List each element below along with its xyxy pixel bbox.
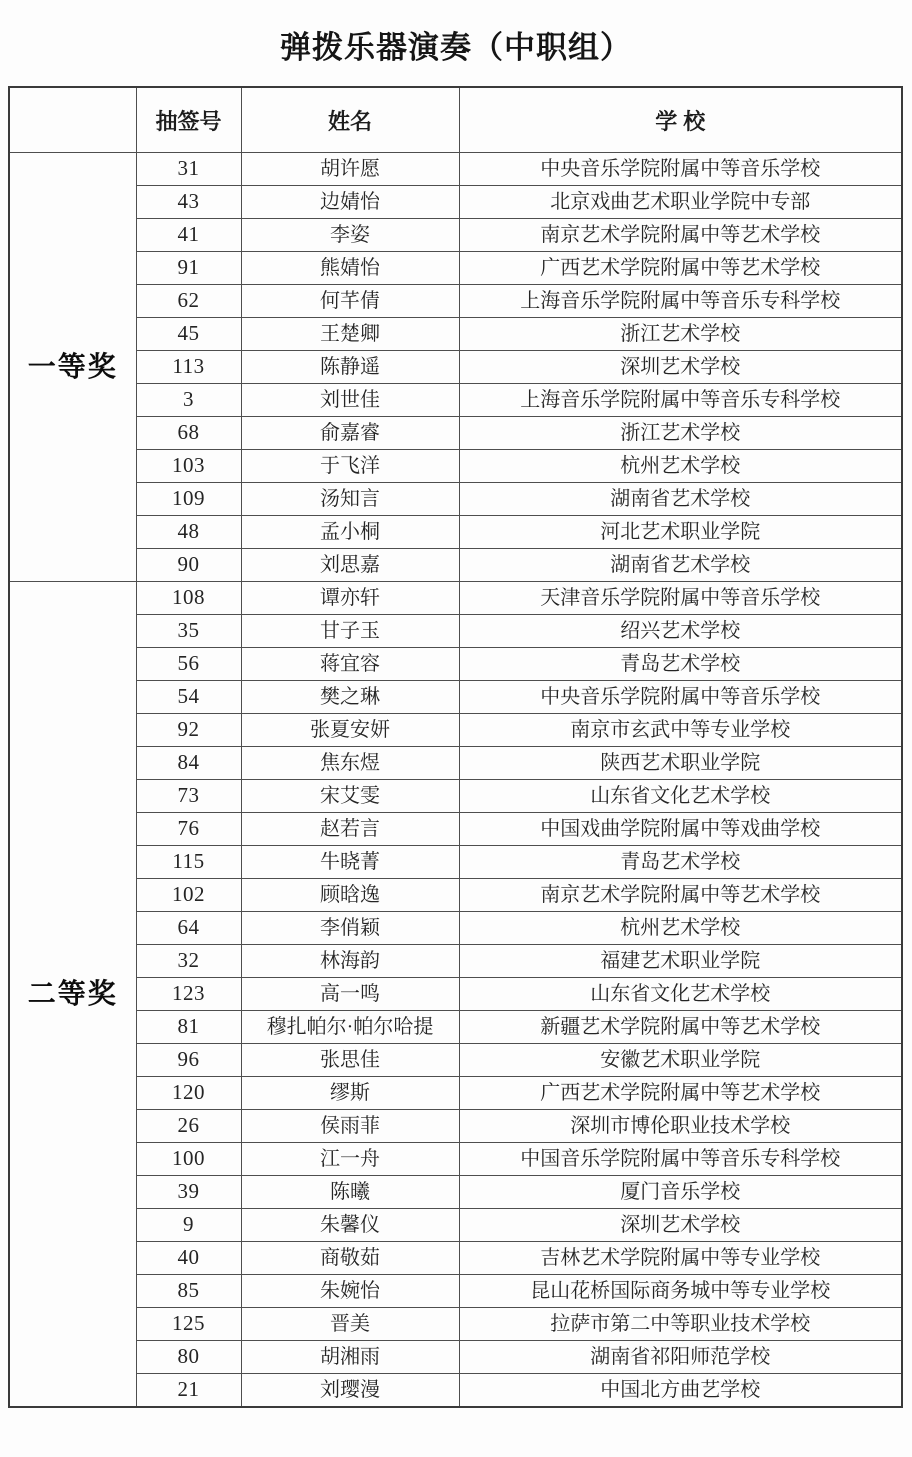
school-name-cell: 陕西艺术职业学院 [459,747,902,780]
school-name-cell: 浙江艺术学校 [459,318,902,351]
draw-number-cell: 9 [136,1209,241,1242]
school-name-cell: 吉林艺术学院附属中等专业学校 [459,1242,902,1275]
school-name-cell: 杭州艺术学校 [459,912,902,945]
student-name-cell: 晋美 [241,1308,459,1341]
header-row [9,87,902,153]
table-row [9,912,902,945]
school-name-cell: 杭州艺术学校 [459,450,902,483]
table-row [9,1374,902,1408]
school-name-cell: 青岛艺术学校 [459,846,902,879]
draw-number-cell: 115 [136,846,241,879]
draw-number-cell: 41 [136,219,241,252]
school-name-cell: 上海音乐学院附属中等音乐专科学校 [459,384,902,417]
award-group-label: 二等奖 [9,582,136,1408]
draw-number-cell: 100 [136,1143,241,1176]
header-award [9,87,136,153]
table-row [9,714,902,747]
draw-number-cell: 84 [136,747,241,780]
school-name-cell: 青岛艺术学校 [459,648,902,681]
table-row [9,879,902,912]
student-name-cell: 刘思嘉 [241,549,459,582]
student-name-cell: 何芊倩 [241,285,459,318]
draw-number-cell: 85 [136,1275,241,1308]
student-name-cell: 蒋宜容 [241,648,459,681]
draw-number-cell: 113 [136,351,241,384]
school-name-cell: 深圳艺术学校 [459,351,902,384]
draw-number-cell: 32 [136,945,241,978]
draw-number-cell: 120 [136,1077,241,1110]
student-name-cell: 李俏颖 [241,912,459,945]
school-name-cell: 昆山花桥国际商务城中等专业学校 [459,1275,902,1308]
school-name-cell: 安徽艺术职业学院 [459,1044,902,1077]
student-name-cell: 张思佳 [241,1044,459,1077]
school-name-cell: 上海音乐学院附属中等音乐专科学校 [459,285,902,318]
draw-number-cell: 96 [136,1044,241,1077]
student-name-cell: 边婧怡 [241,186,459,219]
draw-number-cell: 62 [136,285,241,318]
student-name-cell: 侯雨菲 [241,1110,459,1143]
student-name-cell: 刘世佳 [241,384,459,417]
draw-number-cell: 76 [136,813,241,846]
school-name-cell: 河北艺术职业学院 [459,516,902,549]
draw-number-cell: 54 [136,681,241,714]
draw-number-cell: 102 [136,879,241,912]
school-name-cell: 福建艺术职业学院 [459,945,902,978]
draw-number-cell: 40 [136,1242,241,1275]
table-row [9,582,902,615]
draw-number-cell: 48 [136,516,241,549]
student-name-cell: 刘璎漫 [241,1374,459,1408]
table-row [9,186,902,219]
table-row [9,153,902,186]
school-name-cell: 深圳市博伦职业技术学校 [459,1110,902,1143]
table-row [9,318,902,351]
table-row [9,945,902,978]
table-row [9,1176,902,1209]
draw-number-cell: 39 [136,1176,241,1209]
draw-number-cell: 64 [136,912,241,945]
draw-number-cell: 103 [136,450,241,483]
student-name-cell: 缪斯 [241,1077,459,1110]
school-name-cell: 湖南省艺术学校 [459,483,902,516]
school-name-cell: 北京戏曲艺术职业学院中专部 [459,186,902,219]
draw-number-cell: 109 [136,483,241,516]
student-name-cell: 焦东煜 [241,747,459,780]
draw-number-cell: 92 [136,714,241,747]
header-school: 学 校 [459,87,902,153]
student-name-cell: 熊婧怡 [241,252,459,285]
draw-number-cell: 31 [136,153,241,186]
table-row [9,978,902,1011]
table-row [9,417,902,450]
draw-number-cell: 3 [136,384,241,417]
draw-number-cell: 35 [136,615,241,648]
student-name-cell: 穆扎帕尔·帕尔哈提 [241,1011,459,1044]
table-row [9,351,902,384]
draw-number-cell: 108 [136,582,241,615]
school-name-cell: 湖南省祁阳师范学校 [459,1341,902,1374]
student-name-cell: 于飞洋 [241,450,459,483]
student-name-cell: 宋艾雯 [241,780,459,813]
student-name-cell: 牛晓菁 [241,846,459,879]
student-name-cell: 商敬茹 [241,1242,459,1275]
school-name-cell: 南京市玄武中等专业学校 [459,714,902,747]
student-name-cell: 汤知言 [241,483,459,516]
student-name-cell: 俞嘉睿 [241,417,459,450]
school-name-cell: 中国戏曲学院附属中等戏曲学校 [459,813,902,846]
draw-number-cell: 90 [136,549,241,582]
school-name-cell: 中央音乐学院附属中等音乐学校 [459,681,902,714]
table-row [9,648,902,681]
table-row [9,1341,902,1374]
school-name-cell: 南京艺术学院附属中等艺术学校 [459,879,902,912]
table-row [9,813,902,846]
school-name-cell: 山东省文化艺术学校 [459,978,902,1011]
table-row [9,1209,902,1242]
draw-number-cell: 21 [136,1374,241,1408]
student-name-cell: 谭亦轩 [241,582,459,615]
school-name-cell: 拉萨市第二中等职业技术学校 [459,1308,902,1341]
draw-number-cell: 80 [136,1341,241,1374]
table-row [9,516,902,549]
school-name-cell: 天津音乐学院附属中等音乐学校 [459,582,902,615]
table-row [9,450,902,483]
school-name-cell: 山东省文化艺术学校 [459,780,902,813]
draw-number-cell: 81 [136,1011,241,1044]
header-name: 姓名 [241,87,459,153]
table-row [9,252,902,285]
draw-number-cell: 123 [136,978,241,1011]
draw-number-cell: 73 [136,780,241,813]
school-name-cell: 深圳艺术学校 [459,1209,902,1242]
table-row [9,747,902,780]
draw-number-cell: 26 [136,1110,241,1143]
student-name-cell: 胡湘雨 [241,1341,459,1374]
school-name-cell: 中央音乐学院附属中等音乐学校 [459,153,902,186]
school-name-cell: 中国北方曲艺学校 [459,1374,902,1408]
student-name-cell: 甘子玉 [241,615,459,648]
school-name-cell: 南京艺术学院附属中等艺术学校 [459,219,902,252]
table-row [9,483,902,516]
student-name-cell: 胡许愿 [241,153,459,186]
student-name-cell: 李姿 [241,219,459,252]
results-tbody [9,153,902,1408]
student-name-cell: 顾晗逸 [241,879,459,912]
draw-number-cell: 125 [136,1308,241,1341]
school-name-cell: 广西艺术学院附属中等艺术学校 [459,1077,902,1110]
results-table [8,86,903,1408]
table-row [9,1308,902,1341]
table-row [9,1077,902,1110]
award-group-label: 一等奖 [9,153,136,582]
page-title: 弹拨乐器演奏（中职组） [280,30,632,65]
student-name-cell: 江一舟 [241,1143,459,1176]
school-name-cell: 厦门音乐学校 [459,1176,902,1209]
student-name-cell: 陈静遥 [241,351,459,384]
school-name-cell: 新疆艺术学院附属中等艺术学校 [459,1011,902,1044]
student-name-cell: 林海韵 [241,945,459,978]
table-row [9,1242,902,1275]
draw-number-cell: 56 [136,648,241,681]
student-name-cell: 樊之琳 [241,681,459,714]
table-row [9,549,902,582]
school-name-cell: 绍兴艺术学校 [459,615,902,648]
table-row [9,780,902,813]
student-name-cell: 朱馨仪 [241,1209,459,1242]
student-name-cell: 高一鸣 [241,978,459,1011]
header-draw-number: 抽签号 [136,87,241,153]
table-row [9,1275,902,1308]
student-name-cell: 陈曦 [241,1176,459,1209]
student-name-cell: 朱婉怡 [241,1275,459,1308]
table-row [9,1044,902,1077]
school-name-cell: 广西艺术学院附属中等艺术学校 [459,252,902,285]
table-row [9,1110,902,1143]
table-row [9,846,902,879]
table-row [9,384,902,417]
draw-number-cell: 43 [136,186,241,219]
student-name-cell: 张夏安妍 [241,714,459,747]
table-row [9,1011,902,1044]
table-row [9,219,902,252]
school-name-cell: 中国音乐学院附属中等音乐专科学校 [459,1143,902,1176]
table-row [9,1143,902,1176]
draw-number-cell: 91 [136,252,241,285]
draw-number-cell: 45 [136,318,241,351]
student-name-cell: 王楚卿 [241,318,459,351]
school-name-cell: 湖南省艺术学校 [459,549,902,582]
table-row [9,615,902,648]
draw-number-cell: 68 [136,417,241,450]
table-header [9,87,902,153]
school-name-cell: 浙江艺术学校 [459,417,902,450]
table-row [9,681,902,714]
student-name-cell: 赵若言 [241,813,459,846]
student-name-cell: 孟小桐 [241,516,459,549]
table-row [9,285,902,318]
